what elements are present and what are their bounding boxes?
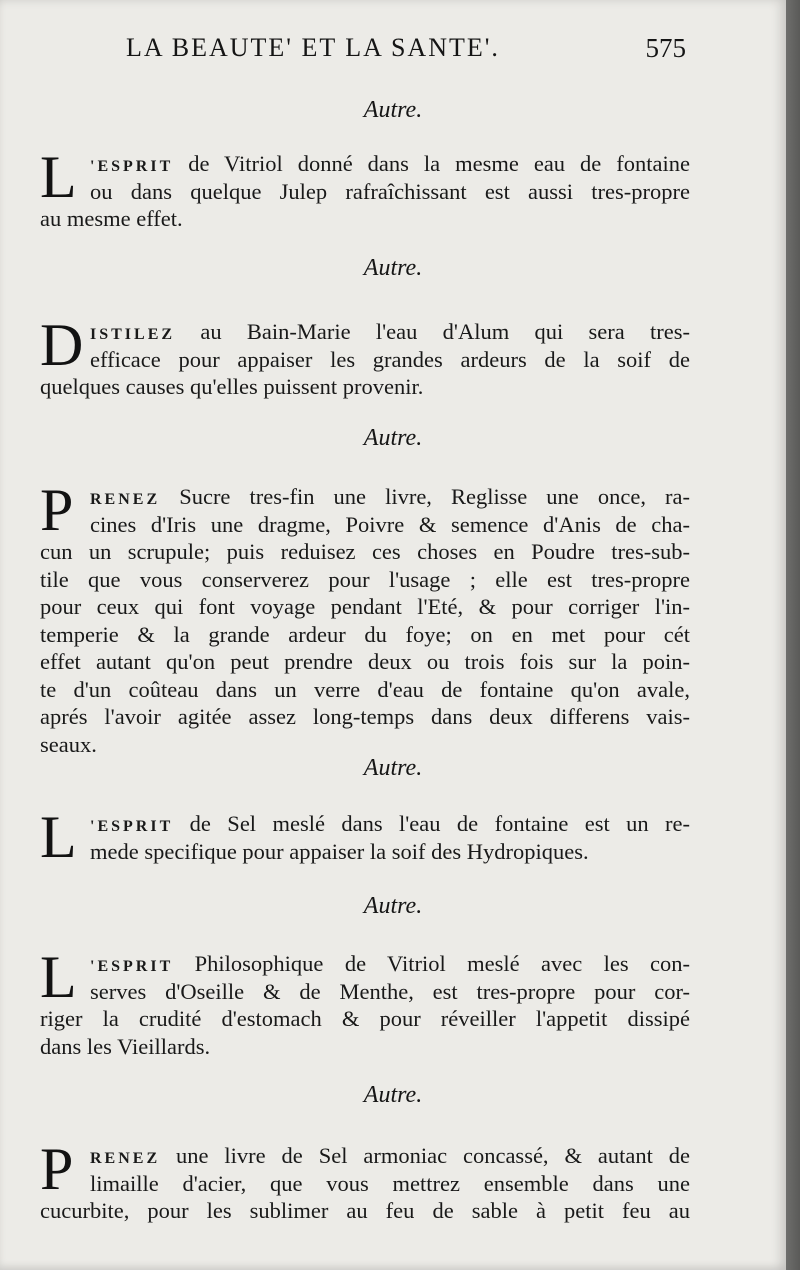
text-line: aprés l'avoir agitée assez long-temps dans deux differens vais- xyxy=(40,704,690,729)
line-text: de Vitriol donné dans la mesme eau de fontaine xyxy=(173,151,690,176)
text-line: cines d'Iris une dragme, Poivre & semence d'Anis de cha- xyxy=(90,511,690,537)
text-line: cucurbite, pour les sublimer au feu de sable à petit feu au xyxy=(40,1198,690,1223)
text-line: dans les Vieillards. xyxy=(40,1033,211,1059)
text-line xyxy=(40,318,690,346)
line-text: une livre de Sel armoniac concassé, & autant de xyxy=(160,1143,690,1168)
running-title: LA BEAUTE' ET LA SANTE'. xyxy=(126,33,500,62)
text-line xyxy=(40,150,690,178)
recipe-paragraph xyxy=(40,1136,690,1225)
text-line: quelques causes qu'elles puissent provenir. xyxy=(40,374,424,399)
text-line: ou dans quelque Julep rafraîchissant est aussi tres-propre xyxy=(90,178,690,204)
drop-cap: L xyxy=(40,804,77,870)
lead-word: 'ESPRIT xyxy=(90,958,174,975)
text-line: efficace pour appaiser les grandes ardeurs de la soif de xyxy=(90,346,690,372)
section-heading: Autre. xyxy=(363,425,423,451)
recipe-paragraph xyxy=(40,144,690,233)
text-line: au mesme effet. xyxy=(40,206,183,231)
lead-word: RENEZ xyxy=(90,491,161,508)
section-heading: Autre. xyxy=(363,755,423,781)
line-text: de Sel meslé dans l'eau de fontaine est un re- xyxy=(173,811,690,836)
drop-cap: L xyxy=(40,144,77,210)
text-line: cun un scrupule; puis reduisez ces choses en Poudre tres-sub- xyxy=(40,539,690,564)
text-line xyxy=(40,950,690,978)
running-head xyxy=(126,33,686,73)
recipe-paragraph xyxy=(40,312,690,401)
text-line: te d'un coûteau dans un verre d'eau de fontaine qu'on avale, xyxy=(40,676,690,702)
line-text: au Bain-Marie l'eau d'Alum qui sera tres- xyxy=(175,319,690,344)
section-heading: Autre. xyxy=(363,255,423,281)
text-line: effet autant qu'on peut prendre deux ou trois fois sur la poin- xyxy=(40,649,690,674)
text-line: tile que vous conserverez pour l'usage ; elle est tres-propre xyxy=(40,566,690,592)
text-line xyxy=(40,810,690,838)
lead-word: RENEZ xyxy=(90,1150,161,1167)
drop-cap: D xyxy=(40,312,84,378)
drop-cap: P xyxy=(40,477,74,543)
text-line: temperie & la grande ardeur du foye; on en met pour cét xyxy=(40,621,690,647)
recipe-paragraph xyxy=(40,944,690,1060)
lead-word: 'ESPRIT xyxy=(90,818,174,835)
text-line xyxy=(40,483,690,511)
text-line: serves d'Oseille & de Menthe, est tres-propre pour cor- xyxy=(90,978,690,1004)
line-text: Philosophique de Vitriol meslé avec les con- xyxy=(173,951,690,976)
section-heading: Autre. xyxy=(363,97,423,123)
drop-cap: P xyxy=(40,1136,74,1202)
text-line xyxy=(40,1142,690,1170)
lead-word: 'ESPRIT xyxy=(90,158,174,175)
page-edge-shadow xyxy=(786,0,800,1270)
line-text: Sucre tres-fin une livre, Reglisse une once, ra- xyxy=(160,484,690,509)
section-heading: Autre. xyxy=(363,893,423,919)
recipe-paragraph xyxy=(40,804,690,870)
recipe-paragraph xyxy=(40,477,690,758)
drop-cap: L xyxy=(40,944,77,1010)
page-number: 575 xyxy=(645,33,686,63)
section-heading: Autre. xyxy=(363,1082,423,1108)
lead-word: ISTILEZ xyxy=(90,326,176,343)
text-line: pour ceux qui font voyage pendant l'Eté, & pour corriger l'in- xyxy=(40,594,690,619)
text-line: seaux. xyxy=(40,731,97,757)
text-line: mede specifique pour appaiser la soif des Hydropiques. xyxy=(90,838,589,864)
text-line: riger la crudité d'estomach & pour réveiller l'appetit dissipé xyxy=(40,1006,690,1031)
text-line: limaille d'acier, que vous mettrez ensemble dans une xyxy=(90,1170,690,1196)
